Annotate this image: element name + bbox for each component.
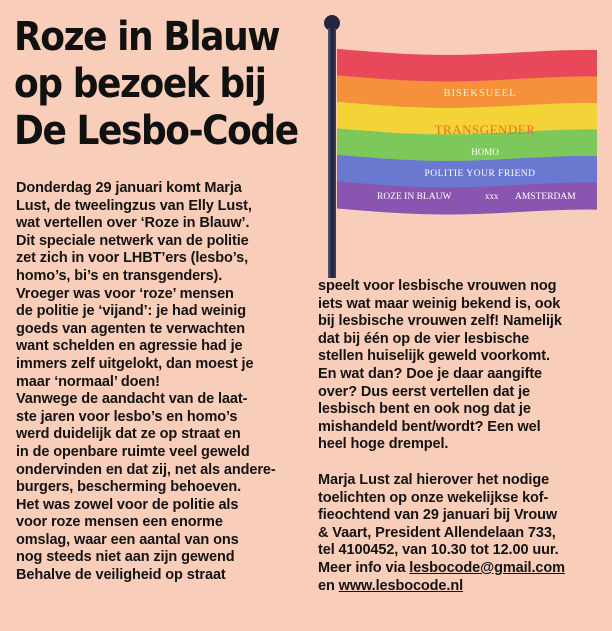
text-line: over? Dus eerst vertellen dat je (318, 383, 530, 400)
rainbow-flag-photo (315, 10, 600, 280)
text-line: tel 4100452, van 10.30 tot 12.00 uur. (318, 542, 559, 559)
text-line: voor roze mensen een enorme (16, 514, 223, 531)
paragraph-violence (318, 278, 598, 454)
left-column (16, 180, 308, 585)
text-line: de politie je ‘vijand’: je had weinig (16, 303, 246, 320)
text-line: Marja Lust zal hierover het nodige (318, 471, 550, 488)
text-line: & Vaart, President Allendelaan 733, (318, 524, 556, 541)
text-line: werd duidelijk dat ze op straat en (16, 426, 241, 443)
text-line: maar ‘normaal’ doen! (16, 373, 160, 390)
text-line: Lust, de tweelingzus van Elly Lust, (16, 197, 252, 214)
text-line: Het was zowel voor de politie als (16, 496, 239, 513)
text-line: bij lesbische vrouwen zelf! Namelijk (318, 313, 562, 330)
text-line: ondervinden en dat zij, net als andere- (16, 461, 276, 478)
text-line: nog steeds niet aan zijn gewend (16, 549, 235, 566)
flag-pole (328, 28, 336, 278)
headline-line-2: op bezoek bij (14, 61, 266, 107)
flag-text-bottom-mid: xxx (485, 191, 499, 201)
flag-text-2: TRANSGENDER (434, 122, 536, 137)
text-line: omslag, waar een aantal van ons (16, 531, 239, 548)
paragraph-event (318, 472, 598, 560)
text-line: burgers, bescherming behoeven. (16, 479, 242, 496)
flag-text-1: BISEKSUEEL (443, 88, 517, 99)
flag-text-bottom-left: ROZE IN BLAUW (377, 192, 452, 202)
text-line: zet zich in voor LHBT’ers (lesbo’s, (16, 250, 249, 267)
text-line: toelichten op onze wekelijkse kof- (318, 489, 549, 506)
text-line: heel hoge drempel. (318, 436, 449, 453)
text-line: immers zelf uitgelokt, dan moest je (16, 355, 254, 372)
text-line: lesbisch bent en ook nog dat je (318, 401, 531, 418)
text-line: goeds van agenten te verwachten (16, 320, 245, 337)
text-line: speelt voor lesbische vrouwen nog (318, 278, 557, 294)
text-line: homo’s, bi’s en transgenders). (16, 267, 223, 284)
headline (14, 14, 298, 155)
text-line: ste jaren voor lesbo’s en homo’s (16, 408, 238, 425)
text-line: Vanwege de aandacht van de laat- (16, 391, 248, 408)
flag-text-3: HOMO (471, 147, 499, 157)
text-line: Dit speciale netwerk van de politie (16, 232, 249, 249)
web-prefix: en (318, 577, 339, 594)
paragraph-info (318, 560, 598, 595)
text-line: in de openbare ruimte veel geweld (16, 443, 250, 460)
text-line: wat vertellen over ‘Roze in Blauw’. (16, 215, 250, 232)
headline-line-1: Roze in Blauw (14, 14, 280, 60)
headline-line-3: De Lesbo-Code (14, 108, 298, 154)
text-line: mishandeld bent/wordt? Een wel (318, 418, 541, 435)
text-line: Donderdag 29 januari komt Marja (16, 180, 242, 196)
right-column (318, 278, 598, 595)
flag-text-bottom-right: AMSTERDAM (515, 192, 576, 202)
rainbow-flag-icon (315, 10, 600, 280)
text-line: Vroeger was voor ‘roze’ mensen (16, 285, 234, 302)
website-link[interactable]: www.lesbocode.nl (338, 577, 464, 594)
email-link[interactable]: lesbocode@gmail.com (409, 559, 565, 576)
flag-text-4: POLITIE YOUR FRIEND (424, 169, 536, 179)
text-line: fieochtend van 29 januari bij Vrouw (318, 507, 558, 524)
text-line: stellen huiselijk geweld voorkomt. (318, 348, 550, 365)
info-prefix: Meer info via (318, 559, 410, 576)
text-line: Behalve de veiligheid op straat (16, 567, 226, 584)
text-line: En wat dan? Doe je daar aangifte (318, 365, 543, 382)
text-line: dat bij één op de vier lesbische (318, 330, 530, 347)
text-line: want schelden en agressie had je (16, 338, 243, 355)
text-line: iets wat maar weinig bekend is, ook (318, 295, 561, 312)
